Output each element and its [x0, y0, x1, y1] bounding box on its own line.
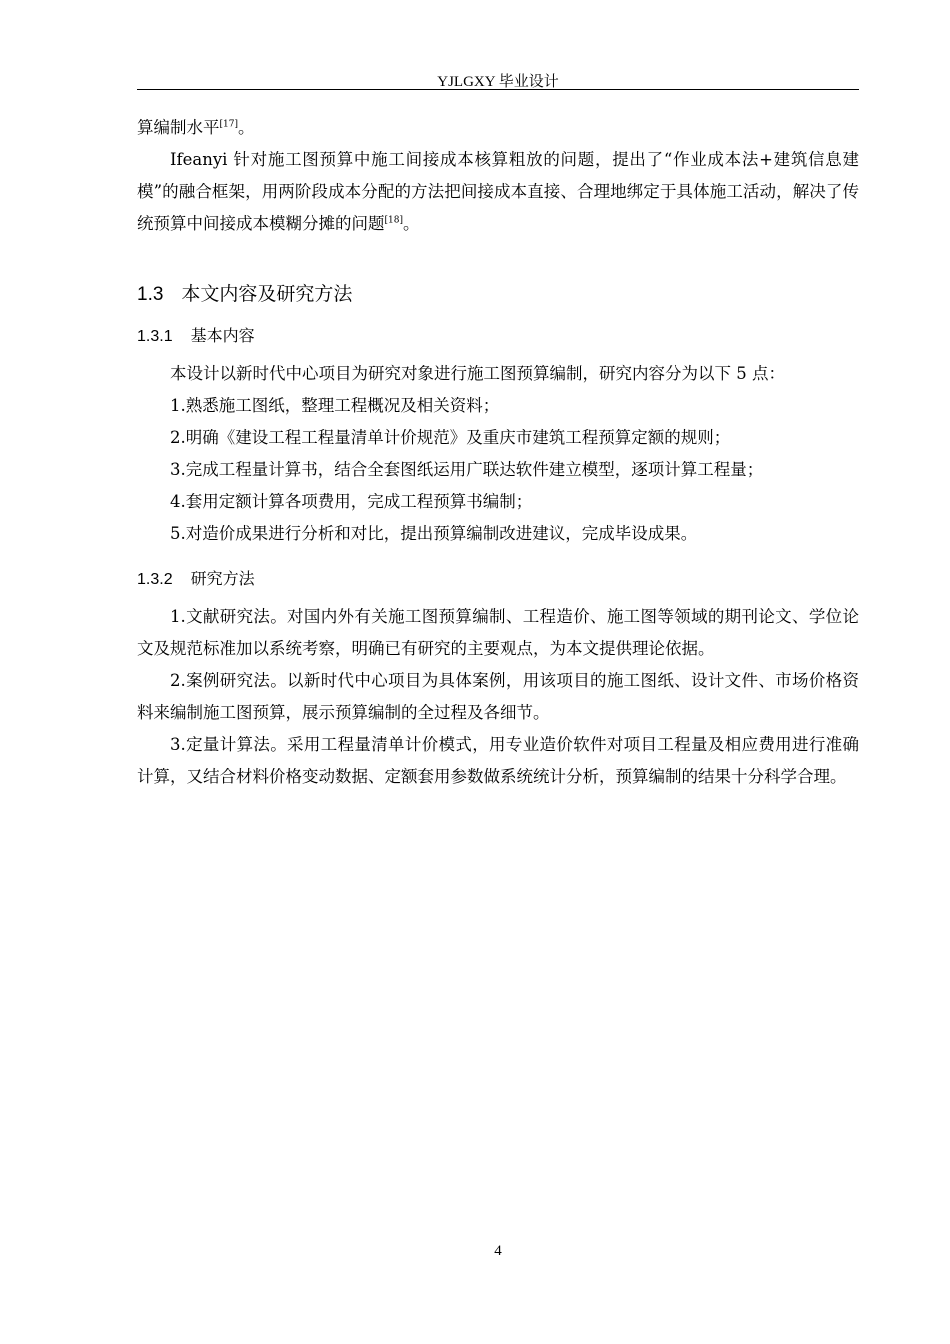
content-item-4: 4.套用定额计算各项费用，完成工程预算书编制；	[170, 492, 533, 511]
subsection-number: 1.3.1	[137, 328, 173, 345]
section-heading-1-3-1	[137, 321, 859, 352]
header-rule	[137, 89, 859, 90]
intro-p1-end: 。	[237, 118, 255, 137]
content-item-2: 2.明确《建设工程工程量清单计价规范》及重庆市建筑工程预算定额的规则；	[170, 428, 731, 447]
intro-p2-end: 。	[402, 214, 420, 233]
page-header: YJLGXY 毕业设计	[437, 74, 559, 90]
page-number: 4	[494, 1243, 502, 1259]
intro-paragraph-1	[137, 112, 859, 144]
subsection-number: 1.3.2	[137, 571, 173, 588]
content-lead-paragraph: 本设计以新时代中心项目为研究对象进行施工图预算编制，研究内容分为以下 5 点：	[170, 364, 785, 383]
section-title: 本文内容及研究方法	[181, 283, 353, 305]
citation-17: [17]	[219, 119, 238, 130]
section-number: 1.3	[137, 284, 164, 305]
content-item-3: 3.完成工程量计算书，结合全套图纸运用广联达软件建立模型，逐项计算工程量；	[170, 460, 764, 479]
content-item-1: 1.熟悉施工图纸，整理工程概况及相关资料；	[170, 396, 500, 415]
section-heading-1-3-2	[137, 564, 859, 595]
intro-p1-text: 算编制水平	[137, 118, 220, 137]
method-item-3: 3.定量计算法。采用工程量清单计价模式，用专业造价软件对项目工程量及相应费用进行准确计算，又结合材料价格变动数据、定额套用参数做系统统计分析，预算编制的结果十分科学合理。	[137, 735, 859, 786]
subsection-title: 研究方法	[190, 569, 255, 588]
section-heading-1-3	[137, 278, 859, 311]
method-item-1: 1.文献研究法。对国内外有关施工图预算编制、工程造价、施工图等领域的期刊论文、学位论文及规范标准加以系统考察，明确已有研究的主要观点，为本文提供理论依据。	[137, 607, 859, 658]
intro-p2-text: Ifeanyi 针对施工图预算中施工间接成本核算粗放的问题，提出了“作业成本法+建筑信息建模”的融合框架，用两阶段成本分配的方法把间接成本直接、合理地绑定于具体施工活动，解决了传统预算中间接成本模糊分摊的问题	[137, 150, 859, 233]
citation-18: [18]	[384, 215, 403, 226]
intro-paragraph-2	[137, 144, 859, 240]
subsection-title: 基本内容	[190, 326, 255, 345]
method-item-2: 2.案例研究法。以新时代中心项目为具体案例，用该项目的施工图纸、设计文件、市场价格资料来编制施工图预算，展示预算编制的全过程及各细节。	[137, 671, 859, 722]
page-content	[137, 112, 859, 793]
content-item-5: 5.对造价成果进行分析和对比，提出预算编制改进建议，完成毕设成果。	[170, 524, 698, 543]
